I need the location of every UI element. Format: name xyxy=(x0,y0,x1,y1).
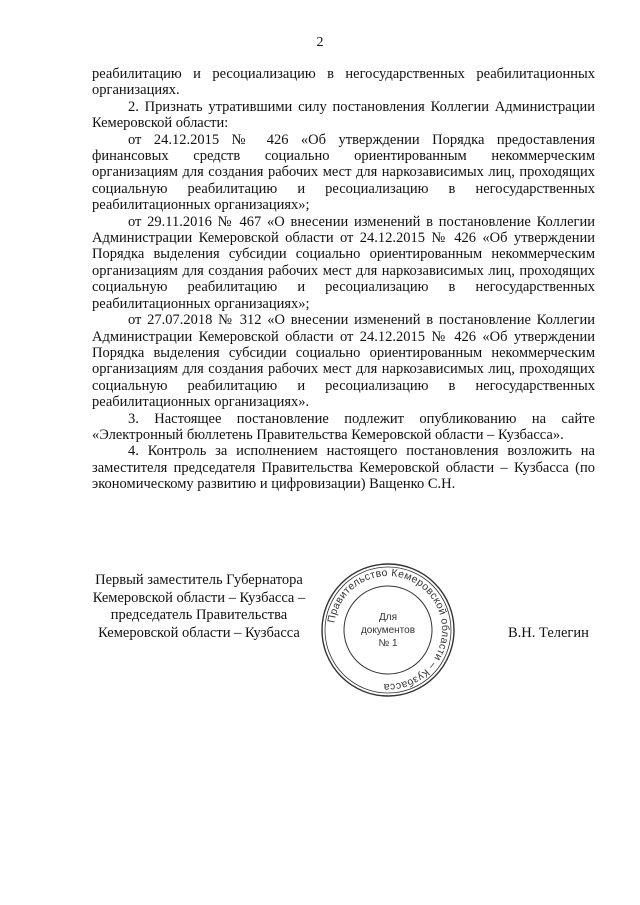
signatory-position-line: председатель Правительства xyxy=(110,607,288,623)
official-seal-stamp xyxy=(318,560,458,700)
paragraph-continuation: реабилитацию и ресоциализацию в негосударственных реабилитационных организациях. xyxy=(92,66,595,99)
seal-ring-text: Правительство Кемеровской области – Кузбасса xyxy=(325,566,452,694)
signatory-position-line: Кемеровской области – Кузбасса xyxy=(98,624,300,641)
paragraph-item-3: 3. Настоящее постановление подлежит опубликованию на сайте «Электронный бюллетень Правительства Кемеровской области – Кузбасса». xyxy=(92,410,595,443)
paragraph-item-2: 2. Признать утратившими силу постановления Коллегии Администрации Кемеровской области: xyxy=(92,98,595,132)
seal-center-line: № 1 xyxy=(378,638,398,649)
page-number: 2 xyxy=(316,35,324,50)
document-body xyxy=(92,66,595,493)
signatory-position-line: Кемеровской области – Кузбасса – xyxy=(92,589,306,606)
seal-center-line: Для xyxy=(378,612,398,623)
paragraph-resolution-312: от 27.07.2018 № 312 «О внесении изменений в постановление Коллегии Администрации Кемеровской области от 24.12.2015 № 426 «Об утверждении Порядка выделения субсидии социально ориентированным некоммерческим организациям для создания рабочих мест для наркозависимых лиц, проходящих социальную реабилитацию и ресоциализацию в негосударственных реабилитационных организациях». xyxy=(92,312,595,411)
signatory-name: В.Н. Телегин xyxy=(508,625,589,641)
paragraph-resolution-467: от 29.11.2016 № 467 «О внесении изменений в постановление Коллегии Администрации Кемеровской области от 24.12.2015 № 426 «Об утверждении Порядка выделения субсидии социально ориентированным некоммерческим организациям для создания рабочих мест для наркозависимых лиц, проходящих социальную реабилитацию и ресоциализацию в негосударственных реабилитационных организациях»; xyxy=(92,213,595,312)
paragraph-resolution-426: от 24.12.2015 № 426 «Об утверждении Порядка предоставления финансовых средств социально ориентированным некоммерческим организациям для создания рабочих мест для наркозависимых лиц, проходящих социальную реабилитацию и ресоциализацию в негосударственных реабилитационных организациях»; xyxy=(92,131,595,214)
signatory-position-line: Первый заместитель Губернатора xyxy=(95,572,303,588)
paragraph-item-4: 4. Контроль за исполнением настоящего постановления возложить на заместителя председателя Правительства Кемеровской области – Кузбасса (по экономическому развитию и цифровизации) Ващенко С.Н. xyxy=(92,443,595,493)
seal-center-line: документов xyxy=(360,625,416,636)
signatory-position xyxy=(88,572,310,642)
